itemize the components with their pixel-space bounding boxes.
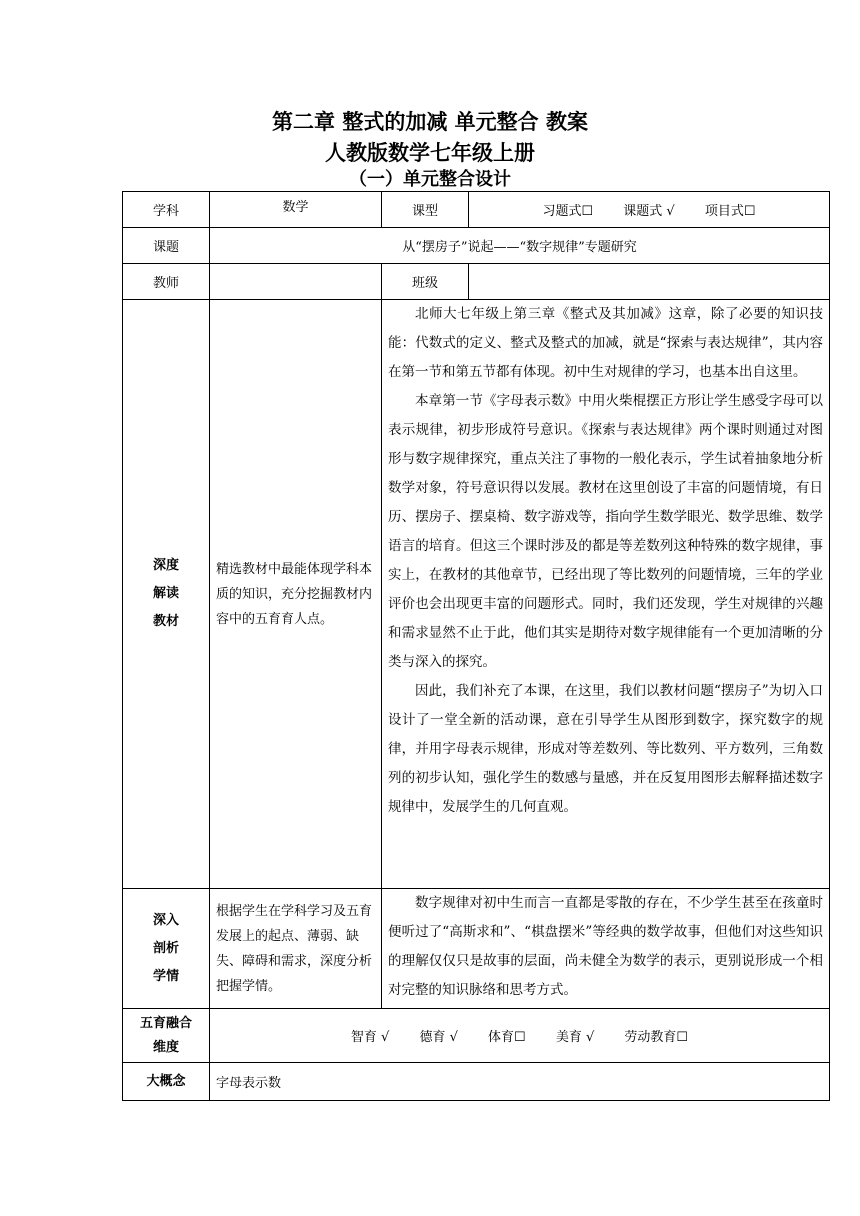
- five-education-label: [123, 1009, 210, 1063]
- class-label: 班级: [382, 264, 469, 300]
- textbook-analysis-content: [382, 300, 830, 889]
- subject-value: 数学: [210, 192, 382, 228]
- five-education-options: [210, 1009, 830, 1063]
- content-paragraph: 因此，我们补充了本课，在这里，我们以教材问题“摆房子”为切入口设计了一堂全新的活动课，意在引导学生从图形到数字，探究数字的规律，并用字母表示规律，形成对等差数列、等比数列、平方数列，三角数列的初步认知，强化学生的数感与量感，并在反复用图形去解释描述数字规律中，发展学生的几何直观。: [388, 683, 823, 815]
- topic-value: 从“摆房子”说起——“数字规律”专题研究: [210, 228, 830, 264]
- subject-label: 学科: [123, 192, 210, 228]
- row-teacher: [123, 264, 830, 300]
- student-analysis-description: 根据学生在学科学习及五育发展上的起点、薄弱、缺失、障碍和需求，深度分析把握学情。: [210, 889, 382, 1009]
- label-line: 深度: [152, 558, 179, 573]
- student-analysis-content: [382, 889, 830, 1009]
- label-line: 深入: [152, 912, 179, 928]
- row-textbook-analysis: [123, 300, 830, 889]
- lesson-type-option: 课题式 √: [623, 204, 675, 219]
- row-topic: [123, 228, 830, 264]
- label-line: 解读: [152, 586, 179, 601]
- row-student-analysis: [123, 889, 830, 1009]
- row-five-education: [123, 1009, 830, 1063]
- label-line: 五育融合: [139, 1015, 192, 1031]
- five-education-option: 智育 √: [350, 1030, 390, 1045]
- label-line: 学情: [152, 968, 179, 984]
- big-concept-value: 字母表示数: [210, 1063, 830, 1101]
- five-education-option: 体育☐: [488, 1030, 526, 1045]
- content-paragraph: 北师大七年级上第三章《整式及其加减》这章，除了必要的知识技能：代数式的定义、整式及整式的加减，就是“探索与表达规律”，其内容在第一节和第五节都有体现。初中生对规律的学习，也基本出自这里。: [388, 306, 823, 380]
- topic-label: 课题: [123, 228, 210, 264]
- lesson-type-label: 课型: [382, 192, 469, 228]
- label-line: 维度: [152, 1039, 179, 1055]
- five-education-option: 劳动教育☐: [624, 1030, 689, 1045]
- unit-design-table: [122, 191, 830, 1101]
- student-analysis-label: [123, 889, 210, 1009]
- label-line: 教材: [152, 614, 179, 629]
- lesson-type-option: 习题式☐: [542, 204, 594, 219]
- textbook-analysis-label: [123, 300, 210, 889]
- teacher-value: [210, 264, 382, 300]
- document-subtitle: 人教版数学七年级上册: [325, 141, 535, 165]
- big-concept-label: 大概念: [123, 1063, 210, 1101]
- textbook-analysis-description: 精选教材中最能体现学科本质的知识，充分挖掘教材内容中的五育育人点。: [210, 300, 382, 889]
- lesson-type-option: 项目式☐: [704, 204, 756, 219]
- section-title: （一）单元整合设计: [349, 169, 511, 190]
- teacher-label: 教师: [123, 264, 210, 300]
- document-title: 第二章 整式的加减 单元整合 教案: [272, 110, 588, 134]
- five-education-option: 德育 √: [419, 1030, 458, 1045]
- five-education-option: 美育 √: [555, 1030, 595, 1045]
- content-paragraph: 数字规律对初中生而言一直都是零散的存在，不少学生甚至在孩童时便听过了“高斯求和”、“棋盘摆米”等经典的数学故事，但他们对这些知识的理解仅仅只是故事的层面，尚未健全为数学的表示，更别说形成一个相对完整的知识脉络和思考方式。: [388, 895, 823, 998]
- class-value: [469, 264, 830, 300]
- content-paragraph: 本章第一节《字母表示数》中用火柴棍摆正方形让学生感受字母可以表示规律，初步形成符号意识。《探索与表达规律》两个课时则通过对图形与数字规律探究，重点关注了事物的一般化表示，学生试着抽象地分析数学对象，符号意识得以发展。教材在这里创设了丰富的问题情境，有日历、摆房子、摆桌椅、数字游戏等，指向学生数学眼光、数学思维、数学语言的培育。但这三个课时涉及的都是等差数列这种特殊的数字规律，事实上，在教材的其他章节，已经出现了等比数列的问题情境，三年的学业评价也会出现更丰富的问题形式。同时，我们还发现，学生对规律的兴趣和需求显然不止于此，他们其实是期待对数字规律能有一个更加清晰的分类与深入的探究。: [388, 393, 823, 670]
- label-line: 剖析: [152, 940, 179, 956]
- row-subject: [123, 192, 830, 228]
- row-big-concept: [123, 1063, 830, 1101]
- lesson-type-options: [469, 192, 830, 228]
